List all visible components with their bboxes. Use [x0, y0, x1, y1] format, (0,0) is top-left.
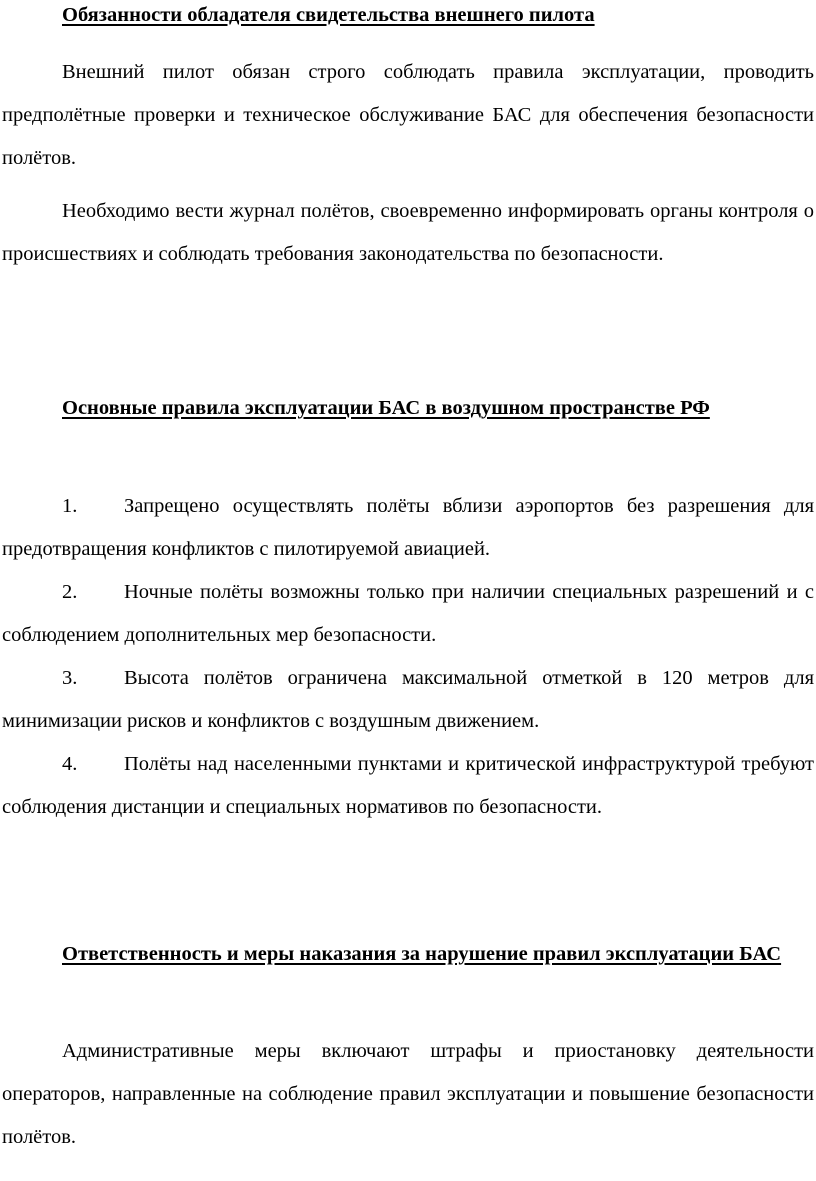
- section-heading-pilot-duties: Обязанности обладателя свидетельства внешнего пилота: [62, 4, 595, 26]
- paragraph-administrative-measures: Административные меры включают штрафы и приостановку деятельности операторов, направленные на соблюдение правил эксплуатации и повышение безопасности полётов.: [2, 1040, 814, 1148]
- section-heading-responsibility: Ответственность и меры наказания за нарушение правил эксплуатации БАС: [62, 943, 782, 965]
- list-item-text: Ночные полёты возможны только при наличии специальных разрешений и с соблюдением дополнительных мер безопасности.: [2, 581, 814, 646]
- list-item: [2, 571, 814, 657]
- list-item: [2, 743, 814, 829]
- list-item-text: Полёты над населенными пунктами и критической инфраструктурой требуют соблюдения дистанции и специальных нормативов по безопасности.: [2, 753, 814, 818]
- list-item-number: 1.: [62, 495, 78, 517]
- list-item-number: 4.: [62, 753, 78, 775]
- list-item-number: 2.: [62, 581, 78, 603]
- paragraph-pilot-obligations: Внешний пилот обязан строго соблюдать правила эксплуатации, проводить предполётные проверки и техническое обслуживание БАС для обеспечения безопасности полётов.: [2, 61, 814, 169]
- rules-list: [2, 485, 814, 829]
- list-item: [2, 657, 814, 743]
- list-item: [2, 485, 814, 571]
- list-item-text: Запрещено осуществлять полёты вблизи аэропортов без разрешения для предотвращения конфликтов с пилотируемой авиацией.: [2, 495, 814, 560]
- list-item-number: 3.: [62, 667, 78, 689]
- list-item-text: Высота полётов ограничена максимальной отметкой в 120 метров для минимизации рисков и конфликтов с воздушным движением.: [2, 667, 814, 732]
- paragraph-flight-log: Необходимо вести журнал полётов, своевременно информировать органы контроля о происшествиях и соблюдать требования законодательства по безопасности.: [2, 200, 814, 265]
- section-heading-operation-rules: Основные правила эксплуатации БАС в воздушном пространстве РФ: [62, 397, 710, 419]
